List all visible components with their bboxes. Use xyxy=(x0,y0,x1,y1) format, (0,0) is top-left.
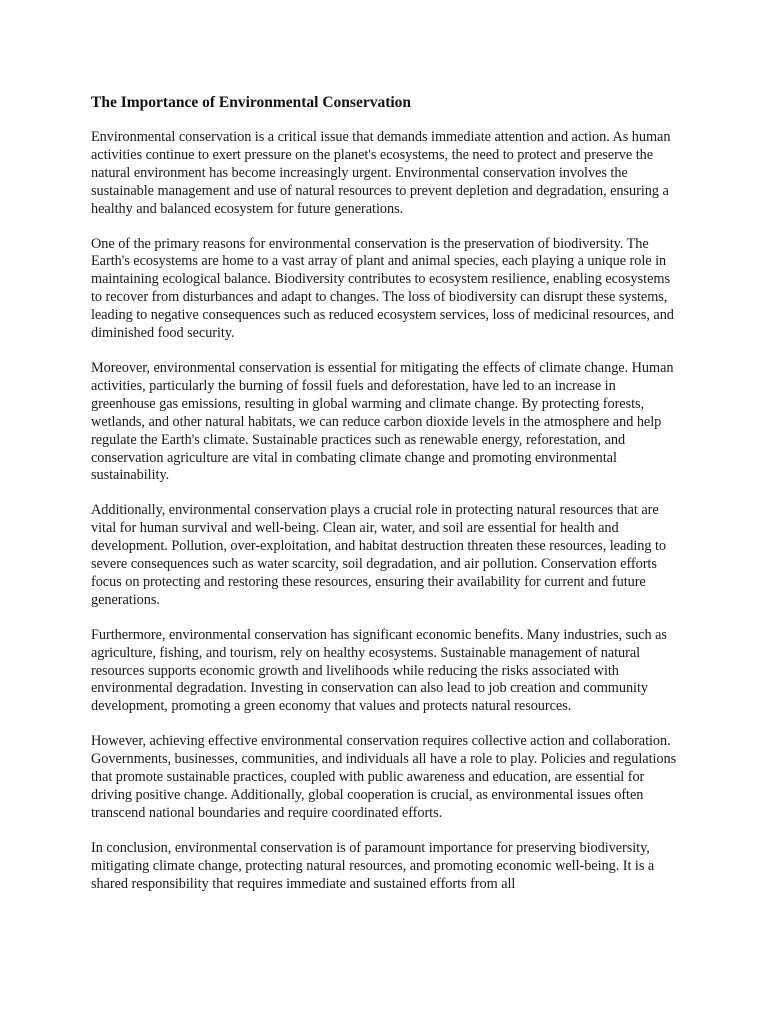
document-title: The Importance of Environmental Conservation xyxy=(91,94,412,111)
paragraph-intro: Environmental conservation is a critical issue that demands immediate attention and action. As human activities continue to exert pressure on the planet's ecosystems, the need to protect and preserve the natural environment has become increasingly urgent. Environmental conservation involves the sustainable management and use of natural resources to prevent depletion and degradation, ensuring a healthy and balanced ecosystem for future generations. xyxy=(91,129,671,217)
paragraph-collective-action: However, achieving effective environmental conservation requires collective action and collaboration. Governments, businesses, communities, and individuals all have a role to play. Policies and regulations that promote sustainable practices, coupled with public awareness and education, are essential for driving positive change. Additionally, global cooperation is crucial, as environmental issues often transcend national boundaries and require coordinated efforts. xyxy=(91,733,677,821)
paragraph-conclusion: In conclusion, environmental conservation is of paramount importance for preserving biodiversity, mitigating climate change, protecting natural resources, and promoting economic well-being. It is a shared responsibility that requires immediate and sustained efforts from all xyxy=(91,839,655,892)
paragraph-biodiversity: One of the primary reasons for environmental conservation is the preservation of biodiversity. The Earth's ecosystems are home to a vast array of plant and animal species, each playing a unique role in maintaining ecological balance. Biodiversity contributes to ecosystem resilience, enabling ecosystems to recover from disturbances and adapt to changes. The loss of biodiversity can disrupt these systems, leading to negative consequences such as reduced ecosystem services, loss of medicinal resources, and diminished food security. xyxy=(91,235,674,342)
paragraph-economic-benefits: Furthermore, environmental conservation has significant economic benefits. Many industries, such as agriculture, fishing, and tourism, rely on healthy ecosystems. Sustainable management of natural resources supports economic growth and livelihoods while reducing the risks associated with environmental degradation. Investing in conservation can also lead to job creation and community development, promoting a green economy that values and protects natural resources. xyxy=(91,626,667,715)
document-body xyxy=(91,93,677,911)
paragraph-climate-change: Moreover, environmental conservation is essential for mitigating the effects of climate change. Human activities, particularly the burning of fossil fuels and deforestation, have led to an increase in greenhouse gas emissions, resulting in global warming and climate change. By protecting forests, wetlands, and other natural habitats, we can reduce carbon dioxide levels in the atmosphere and help regulate the Earth's climate. Sustainable practices such as renewable energy, reforestation, and conservation agriculture are vital in combating climate change and promoting environmental sustainability. xyxy=(91,359,674,484)
paragraph-natural-resources: Additionally, environmental conservation plays a crucial role in protecting natural resources that are vital for human survival and well-being. Clean air, water, and soil are essential for health and development. Pollution, over-exploitation, and habitat destruction threaten these resources, leading to severe consequences such as water scarcity, soil degradation, and air pollution. Conservation efforts focus on protecting and restoring these resources, ensuring their availability for current and future generations. xyxy=(91,502,667,608)
